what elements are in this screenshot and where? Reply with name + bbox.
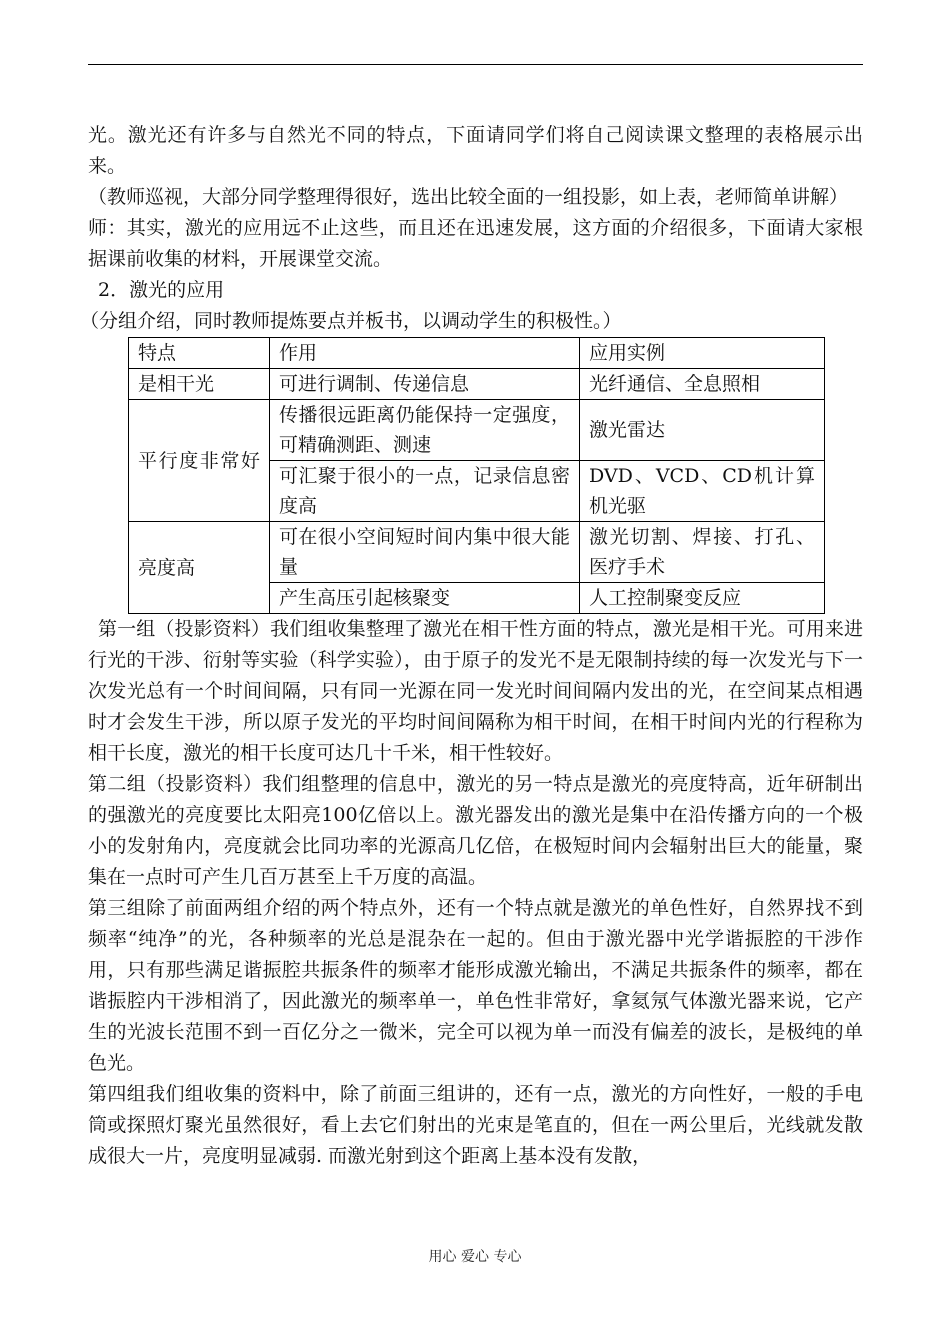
table-cell: 产生高压引起核聚变 — [270, 583, 580, 614]
paragraph: 师：其实，激光的应用远不止这些，而且还在迅速发展，这方面的介绍很多，下面请大家根据课前收集的材料，开展课堂交流。 — [88, 217, 863, 270]
table-cell: 激光雷达 — [580, 400, 825, 461]
table-cell: DVD、VCD、CD机计算机光驱 — [580, 461, 825, 522]
table-header-row — [129, 338, 825, 369]
section-heading: 2．激光的应用 — [98, 279, 225, 301]
page-footer: 用心 爱心 专心 — [428, 1249, 522, 1265]
paragraph: 第四组我们组收集的资料中，除了前面三组讲的，还有一点，激光的方向性好，一般的手电筒或探照灯聚光虽然很好，看上去它们射出的光束是笔直的，但在一两公里后，光线就发散成很大一片，亮度明显减弱. 而激光射到这个距离上基本没有发散， — [88, 1083, 863, 1167]
table-header-cell: 作用 — [270, 338, 580, 369]
table-header-cell: 特点 — [129, 338, 270, 369]
table-cell: 光纤通信、全息照相 — [580, 369, 825, 400]
table-cell: 亮度高 — [129, 522, 270, 614]
table-cell: 可汇聚于很小的一点，记录信息密度高 — [270, 461, 580, 522]
paragraph: 第二组（投影资料）我们组整理的信息中，激光的另一特点是激光的亮度特高，近年研制出的强激光的亮度要比太阳亮100亿倍以上。激光器发出的激光是集中在沿传播方向的一个极小的发射角内，亮度就会比同功率的光源高几亿倍，在极短时间内会辐射出巨大的能量，聚集在一点时可产生几百万甚至上千万度的高温。 — [88, 773, 863, 888]
paragraph: （分组介绍，同时教师提炼要点并板书，以调动学生的积极性。） — [80, 310, 622, 332]
table-cell: 是相干光 — [129, 369, 270, 400]
table-header-cell: 应用实例 — [580, 338, 825, 369]
header-rule — [88, 64, 863, 65]
table-cell: 可在很小空间短时间内集中很大能量 — [270, 522, 580, 583]
table-row — [129, 522, 825, 583]
page-content — [80, 120, 863, 1172]
table-cell: 人工控制聚变反应 — [580, 583, 825, 614]
table-cell: 可进行调制、传递信息 — [270, 369, 580, 400]
table-cell: 平行度非常好 — [129, 400, 270, 522]
table-row — [129, 369, 825, 400]
paragraph: 第三组除了前面两组介绍的两个特点外，还有一个特点就是激光的单色性好，自然界找不到频率“纯净”的光，各种频率的光总是混杂在一起的。但由于激光器中光学谐振腔的干涉作用，只有那些满足谐振腔共振条件的频率才能形成激光输出，不满足共振条件的频率，都在谐振腔内干涉相消了，因此激光的频率单一，单色性非常好，拿氦氖气体激光器来说，它产生的光波长范围不到一百亿分之一微米，完全可以视为单一而没有偏差的波长，是极纯的单色光。 — [88, 897, 863, 1074]
paragraph: 光。激光还有许多与自然光不同的特点，下面请同学们将自己阅读课文整理的表格展示出来。 — [88, 124, 863, 177]
table-row — [129, 400, 825, 461]
laser-features-table — [128, 337, 825, 614]
table-cell: 激光切割、焊接、打孔、医疗手术 — [580, 522, 825, 583]
paragraph: （教师巡视，大部分同学整理得很好，选出比较全面的一组投影，如上表，老师简单讲解） — [88, 186, 849, 208]
paragraph: 第一组（投影资料）我们组收集整理了激光在相干性方面的特点，激光是相干光。可用来进行光的干涉、衍射等实验（科学实验），由于原子的发光不是无限制持续的每一次发光与下一次发光总有一个时间间隔，只有同一光源在同一发光时间间隔内发出的光，在空间某点相遇时才会发生干涉，所以原子发光的平均时间间隔称为相干时间，在相干时间内光的行程称为相干长度，激光的相干长度可达几十千米，相干性较好。 — [88, 618, 863, 764]
table-cell: 传播很远距离仍能保持一定强度，可精确测距、测速 — [270, 400, 580, 461]
